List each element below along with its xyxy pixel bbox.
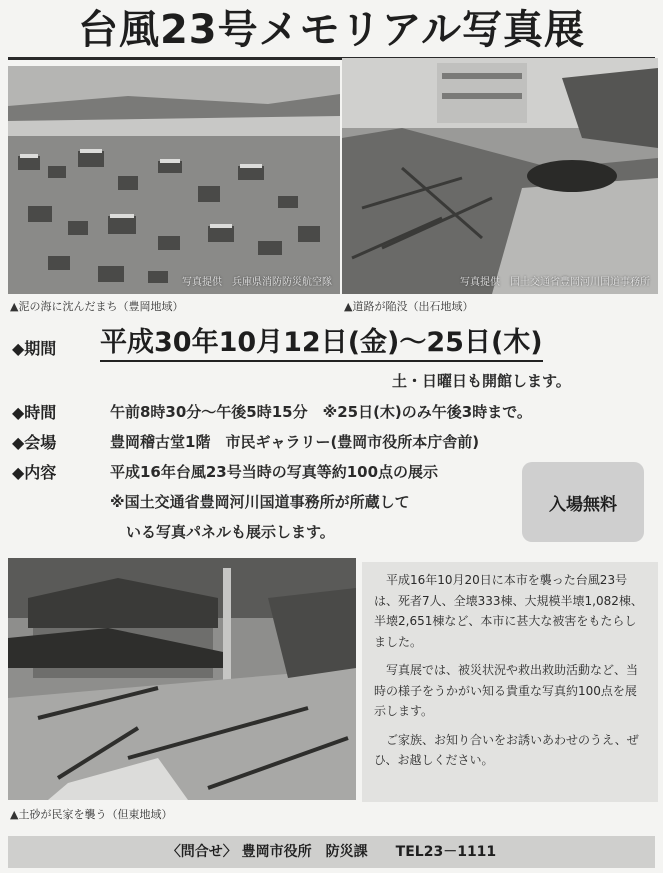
photo-caption: ▲道路が陥没（出石地域） xyxy=(344,300,474,313)
content-note: いる写真パネルも展示します。 xyxy=(126,523,335,541)
description-paragraph: 写真展では、被災状況や救出救助活動など、当時の様子をうかがい知る貴重な写真約100点を展示します。 xyxy=(374,663,639,718)
venue-label: ◆会場 xyxy=(12,433,57,452)
photo-caption: ▲土砂が民家を襲う（但東地域） xyxy=(10,808,173,821)
description-paragraph: 平成16年10月20日に本市を襲った台風23号は、死者7人、全壊333棟、大規模半壊1,082棟、半壊2,651棟など、本市に甚大な被害をもたらしました。 xyxy=(374,573,643,649)
photo-credit: 写真提供 国土交通省豊岡河川国道事務所 xyxy=(460,277,650,288)
content-label: ◆内容 xyxy=(12,463,57,482)
landslide-house-photo xyxy=(8,558,356,800)
photo-caption: ▲泥の海に沈んだまち（豊岡地域） xyxy=(10,300,184,313)
period-note: 土・日曜日も開館します。 xyxy=(392,372,571,390)
content-value: 平成16年台風23号当時の写真等約100点の展示 xyxy=(110,463,439,481)
time-value: 午前8時30分～午後5時15分 ※25日(木)のみ午後3時まで。 xyxy=(110,403,532,421)
contact-footer: 〈問合せ〉 豊岡市役所 防災課 TEL23－1111 xyxy=(8,836,655,868)
collapsed-road-photo xyxy=(342,58,658,294)
content-note: ※国土交通省豊岡河川国道事務所が所蔵して xyxy=(110,493,410,511)
description-panel xyxy=(362,562,658,802)
period-label: ◆期間 xyxy=(12,339,57,358)
page-title: 台風23号メモリアル写真展 xyxy=(8,4,655,60)
description-paragraph: ご家族、お知り合いをお誘いあわせのうえ、ぜひ、お越しください。 xyxy=(374,732,639,767)
photo-credit: 写真提供 兵庫県消防防災航空隊 xyxy=(182,277,332,288)
period-value: 平成30年10月12日(金)～25日(木) xyxy=(100,326,543,362)
free-admission-badge: 入場無料 xyxy=(522,462,644,542)
time-label: ◆時間 xyxy=(12,403,57,422)
venue-value: 豊岡稽古堂1階 市民ギャラリー(豊岡市役所本庁舎前) xyxy=(110,433,480,451)
flooded-town-photo xyxy=(8,66,340,294)
